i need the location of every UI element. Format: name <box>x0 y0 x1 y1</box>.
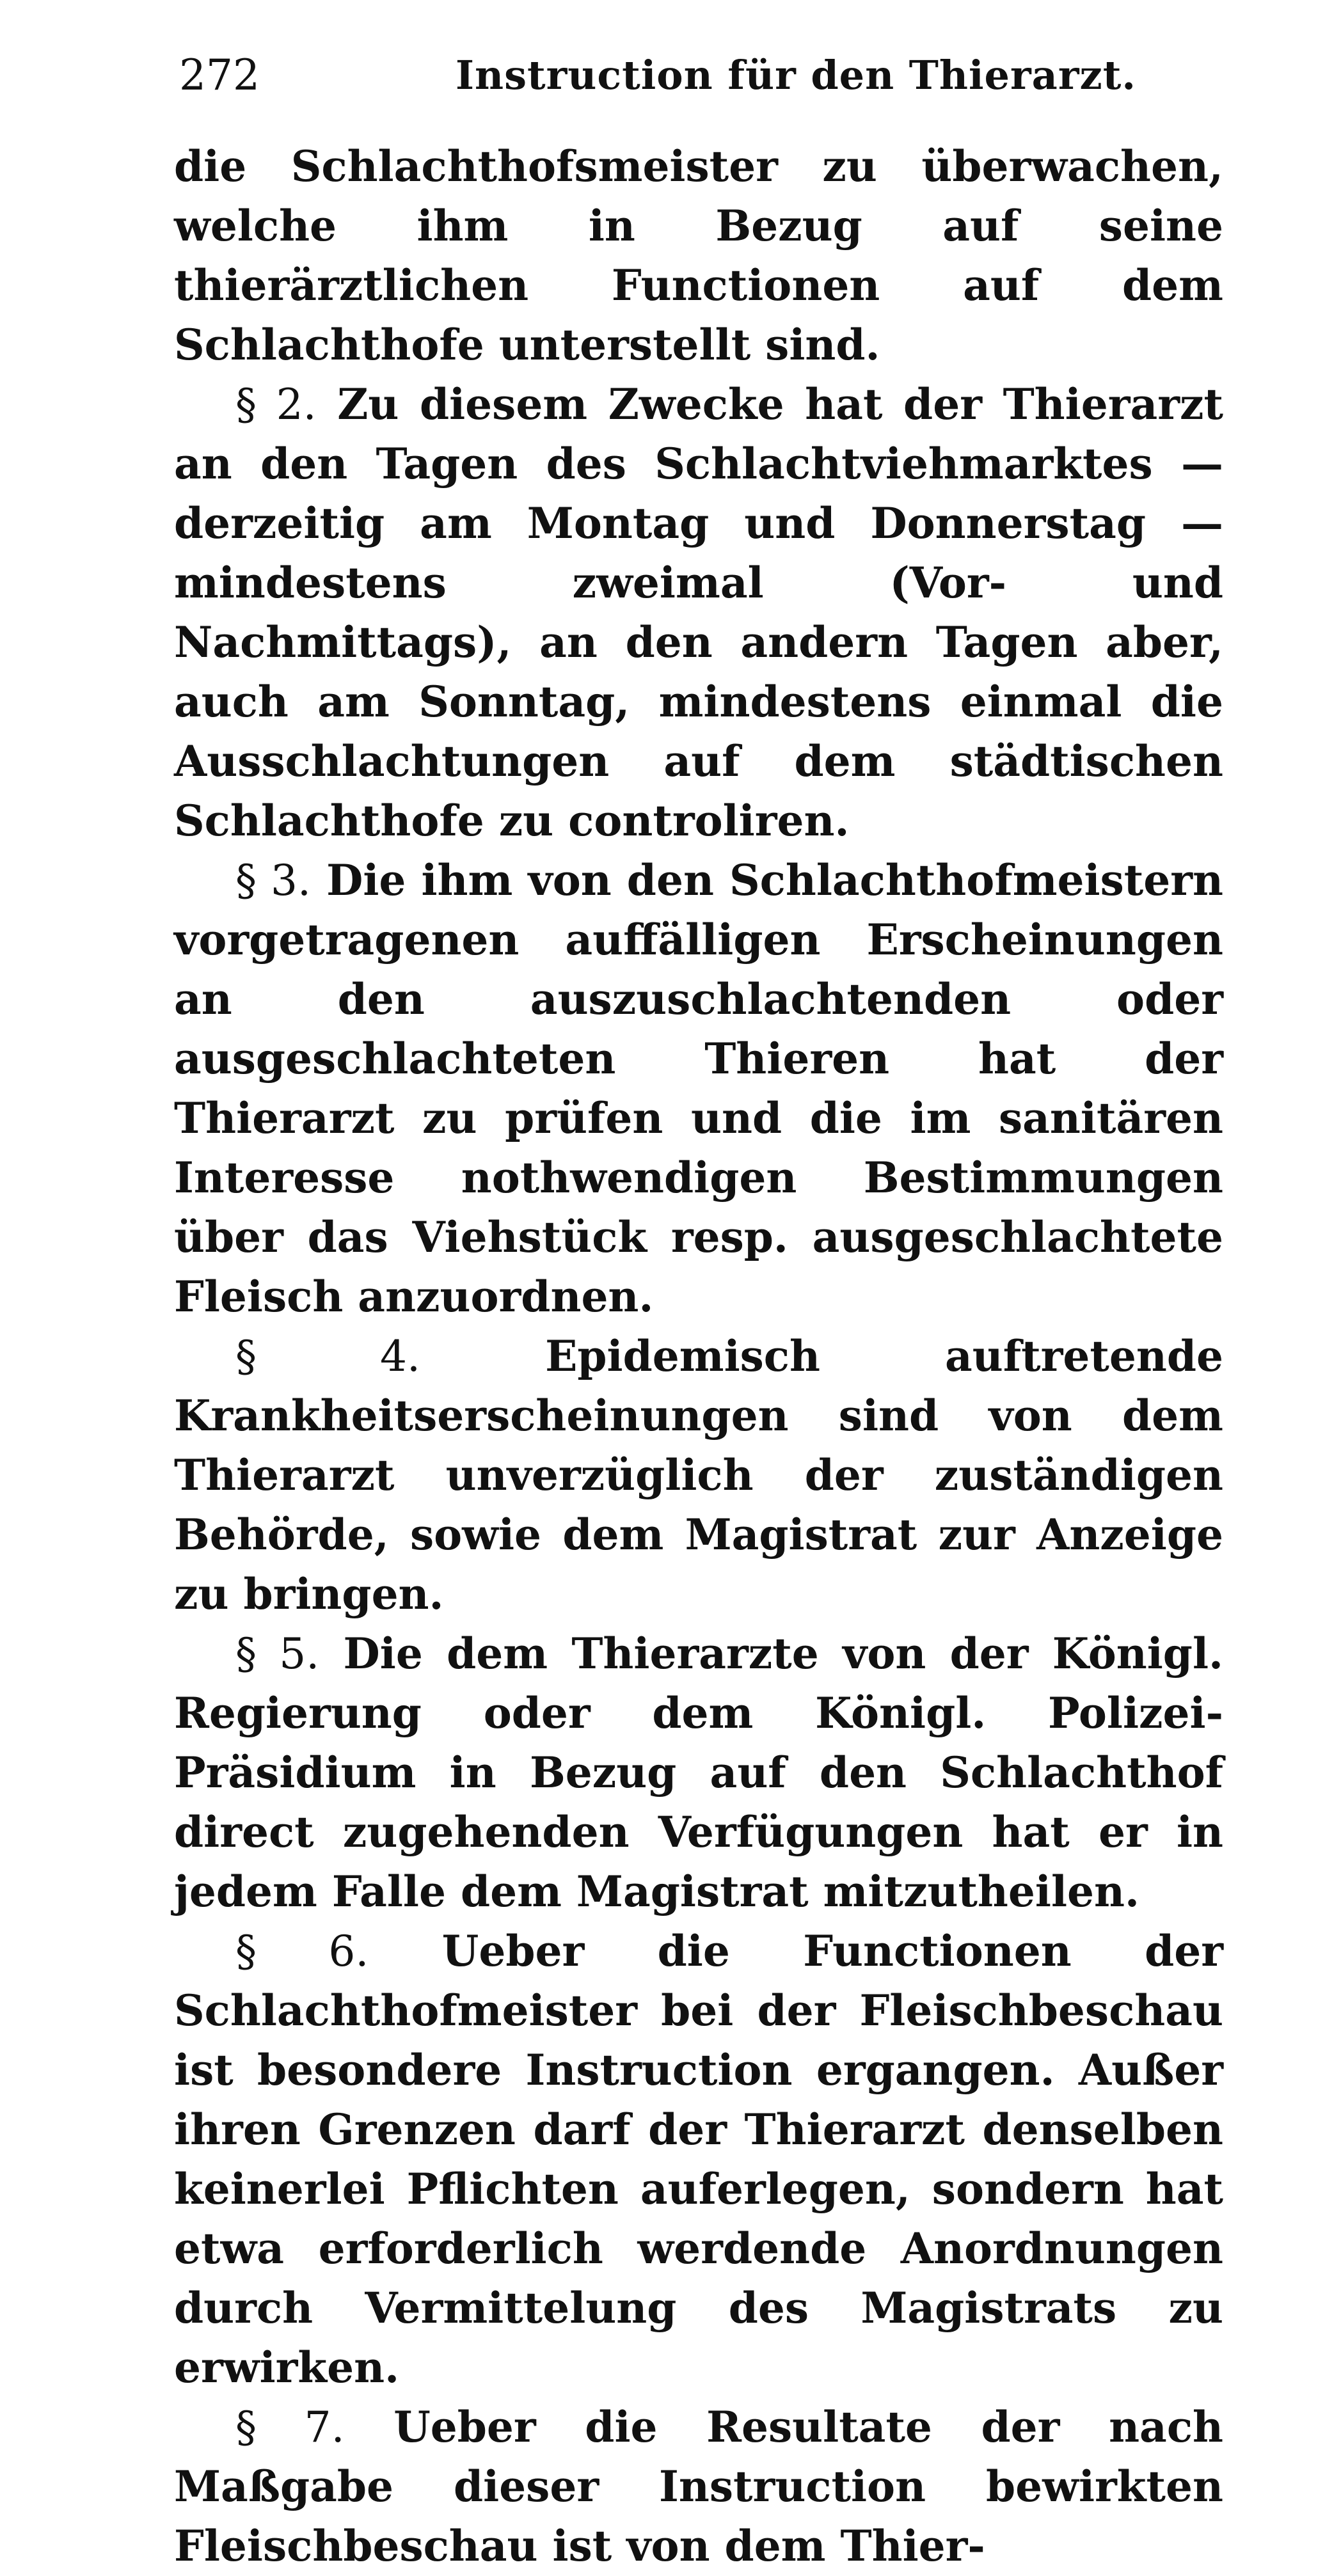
paragraph-section-3 <box>174 851 1223 1327</box>
paragraph-text: Ueber die Resultate der nach Maßgabe dieser Instruction bewirkten Fleischbeschau ist von dem Thier- <box>174 2402 1223 2571</box>
paragraph-section-2 <box>174 375 1223 851</box>
paragraph-text: Die ihm von den Schlachthofmeistern vorgetragenen auffälligen Erscheinungen an den auszuschlachtenden oder ausgeschlachteten Thieren hat der Thierarzt zu prüfen und die im sanitären Interesse nothwendigen Bestimmungen über das Viehstück resp. ausgeschlachtete Fleisch anzuordnen. <box>174 855 1223 1322</box>
section-mark: § 2. <box>235 380 317 429</box>
section-mark: § 7. <box>235 2403 345 2452</box>
main-text <box>174 137 1223 2576</box>
paragraph-continuation <box>174 137 1223 375</box>
page-header <box>174 45 1223 115</box>
page-number: 272 <box>179 51 260 100</box>
paragraph-section-7 <box>174 2398 1223 2576</box>
paragraph-text: Epidemisch auftretende Krankheitserscheinungen sind von dem Thierarzt unverzüglich der zuständigen Behörde, sowie dem Magistrat zur Anzeige zu bringen. <box>174 1331 1223 1619</box>
paragraph-section-5 <box>174 1624 1223 1922</box>
running-title: Instruction für den Thierarzt. <box>456 52 1136 99</box>
paragraph-section-6 <box>174 1922 1223 2398</box>
section-mark: § 6. <box>235 1927 369 1976</box>
paragraph-text: Ueber die Functionen der Schlachthofmeister bei der Fleischbeschau ist besondere Instruction ergangen. Außer ihren Grenzen darf der Thierarzt denselben keinerlei Pflichten auferlegen, sondern hat etwa erforderlich werdende Anordnungen durch Vermittelung des Magistrats zu erwirken. <box>174 1926 1223 2392</box>
section-mark: § 4. <box>235 1332 421 1381</box>
section-mark: § 3. <box>235 856 312 905</box>
section-mark: § 5. <box>235 1629 320 1679</box>
paragraph-section-4 <box>174 1327 1223 1624</box>
paragraph-text: die Schlachthofsmeister zu überwachen, welche ihm in Bezug auf seine thierärztlichen Functionen auf dem Schlachthofe unterstellt sind. <box>174 141 1223 370</box>
paragraph-text: Die dem Thierarzte von der Königl. Regierung oder dem Königl. Polizei-Präsidium in Bezug auf den Schlachthof direct zugehenden Verfügungen hat er in jedem Falle dem Magistrat mitzutheilen. <box>174 1629 1223 1916</box>
paragraph-text: Zu diesem Zwecke hat der Thierarzt an den Tagen des Schlachtviehmarktes — derzeitig am Montag und Donnerstag — mindestens zweimal (Vor- und Nachmittags), an den andern Tagen aber, auch am Sonntag, mindestens einmal die Ausschlachtungen auf dem städtischen Schlachthofe zu controliren. <box>174 379 1224 846</box>
